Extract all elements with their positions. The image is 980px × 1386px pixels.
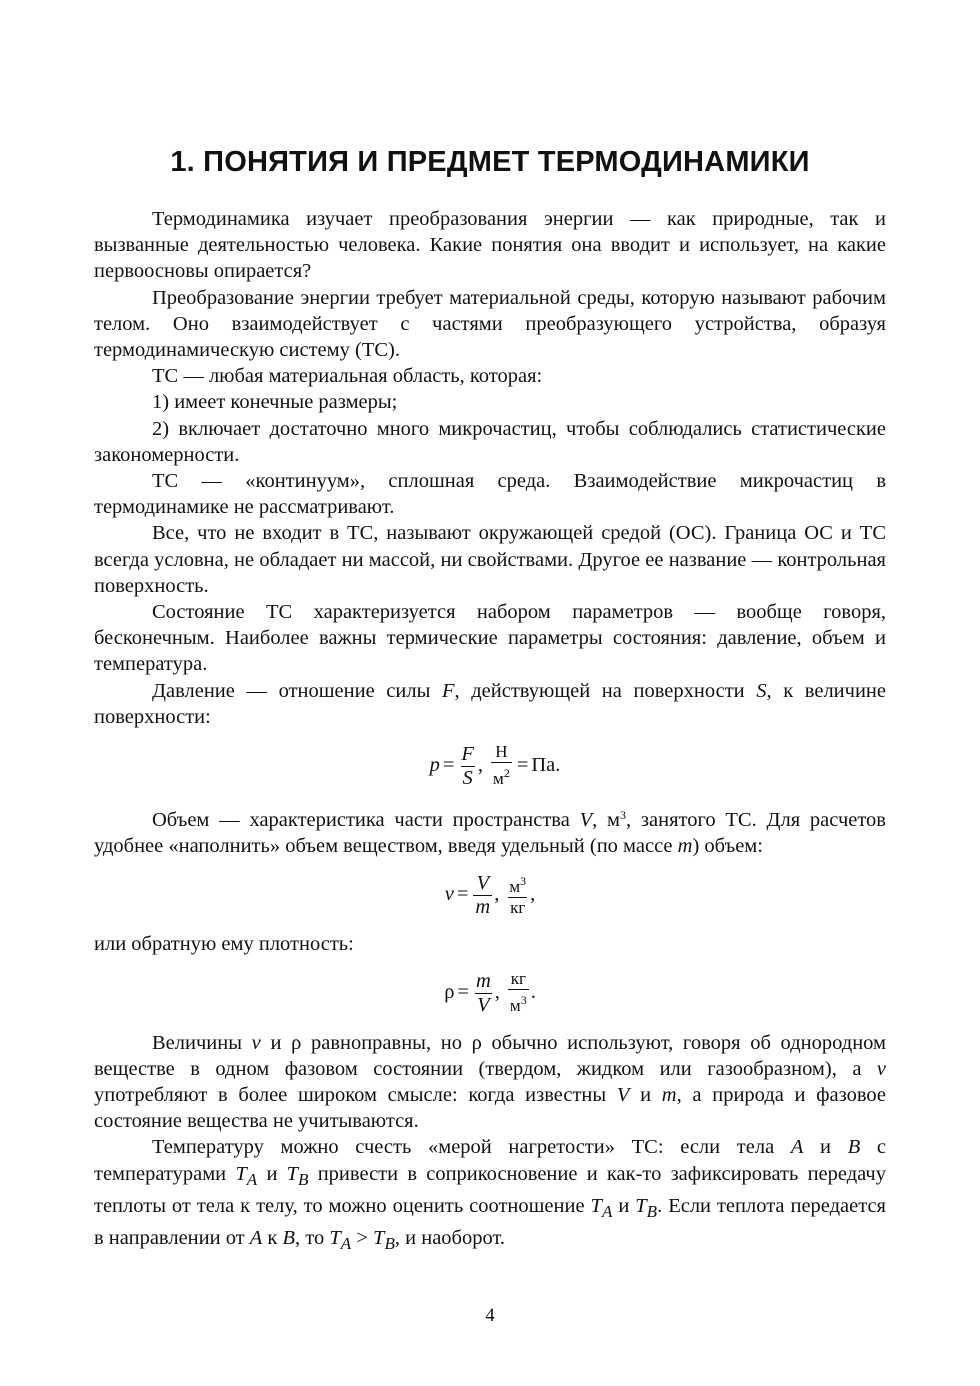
paragraph-continuum: ТС — «континуум», сплошная среда. Взаимодействие микрочастиц в термодинамике не рассматривают. [94, 470, 886, 519]
fraction-volume-mass: $\frac{V}{m}$ [475, 871, 491, 918]
list-item-2: 2) включает достаточно много микрочастиц, чтобы соблюдались статистические закономерности. [94, 417, 886, 466]
paragraph-pressure: Давление — отношение силы F, действующей на поверхности S, к величине поверхности: [94, 679, 886, 728]
formula-pressure: p = $\frac{F}{S}$ , $\frac{Н}{м^2}$ = Па. [429, 741, 561, 789]
page-title: 1. ПОНЯТИЯ И ПРЕДМЕТ ТЕРМОДИНАМИКИ [170, 146, 810, 178]
fraction-unit-density: $\frac{кг}{м^3}$ [509, 969, 527, 1016]
fraction-unit-pressure: $\frac{Н}{м^2}$ [493, 741, 510, 788]
body-text [94, 206, 886, 1258]
list-item-1: 1) имеет конечные размеры; [152, 391, 398, 414]
page-number: 4 [485, 1305, 495, 1326]
paragraph-volume: Объем — характеристика части пространства V, $м^3$, занятого ТС. Для расчетов удобнее «наполнить» объем веществом, введя удельный (по массе m) объем: [94, 808, 886, 858]
paragraph-v-rho: Величины v и ρ равноправны, но ρ обычно используют, говоря об однородном веществе в одном фазовом состоянии (твердом, жидком или газообразном), а v употребляют в более широком смысле: когда известны V и m, а природа и фазовое состояние вещества не учитываются. [94, 1031, 887, 1133]
paragraph-state-parameters: Состояние ТС характеризуется набором параметров — вообще говоря, бесконечным. Наиболее важны термические параметры состояния: давление, объем и температура. [94, 601, 886, 676]
paragraph-ts-definition: ТС — любая материальная область, которая: [152, 365, 543, 388]
fraction-unit-volume: $\frac{м^3}{кг}$ [509, 873, 527, 917]
paragraph-temperature: Температуру можно счесть «мерой нагретости» ТС: если тела A и B с температурами $T_A$ и $T_B$ привести в соприкосновение и как-то зафиксировать передачу теплоты от тела к телу, то можно оценить соотношение $T_A$ и $T_B$. Если теплота передается в направлении от A к B, то $T_A > T_B$, и наоборот. [94, 1136, 886, 1254]
formula-density: ρ = $\frac{m}{V}$ , $\frac{кг}{м^3}$ . [444, 969, 536, 1017]
fraction-force-area: $\frac{F}{S}$ [461, 742, 474, 789]
paragraph-intro: Термодинамика изучает преобразования энергии — как природные, так и вызванные деятельностью человека. Какие понятия она вводит и использует, на какие первоосновы опирается? [94, 208, 886, 283]
paragraph-environment: Все, что не входит в ТС, называют окружающей средой (ОС). Граница ОС и ТС всегда условна, не обладает ни массой, ни свойствами. Другое ее название — контрольная поверхность. [94, 522, 886, 597]
formula-specific-volume: v = $\frac{V}{m}$ , $\frac{м^3}{кг}$ , [444, 871, 536, 918]
fraction-mass-volume: $\frac{m}{V}$ [475, 970, 491, 1017]
paragraph-working-body: Преобразование энергии требует материальной среды, которую называют рабочим телом. Оно взаимодействует с частями преобразующего устройства, образуя термодинамическую систему (ТС). [94, 286, 886, 362]
paragraph-density-intro: или обратную ему плотность: [94, 933, 354, 956]
